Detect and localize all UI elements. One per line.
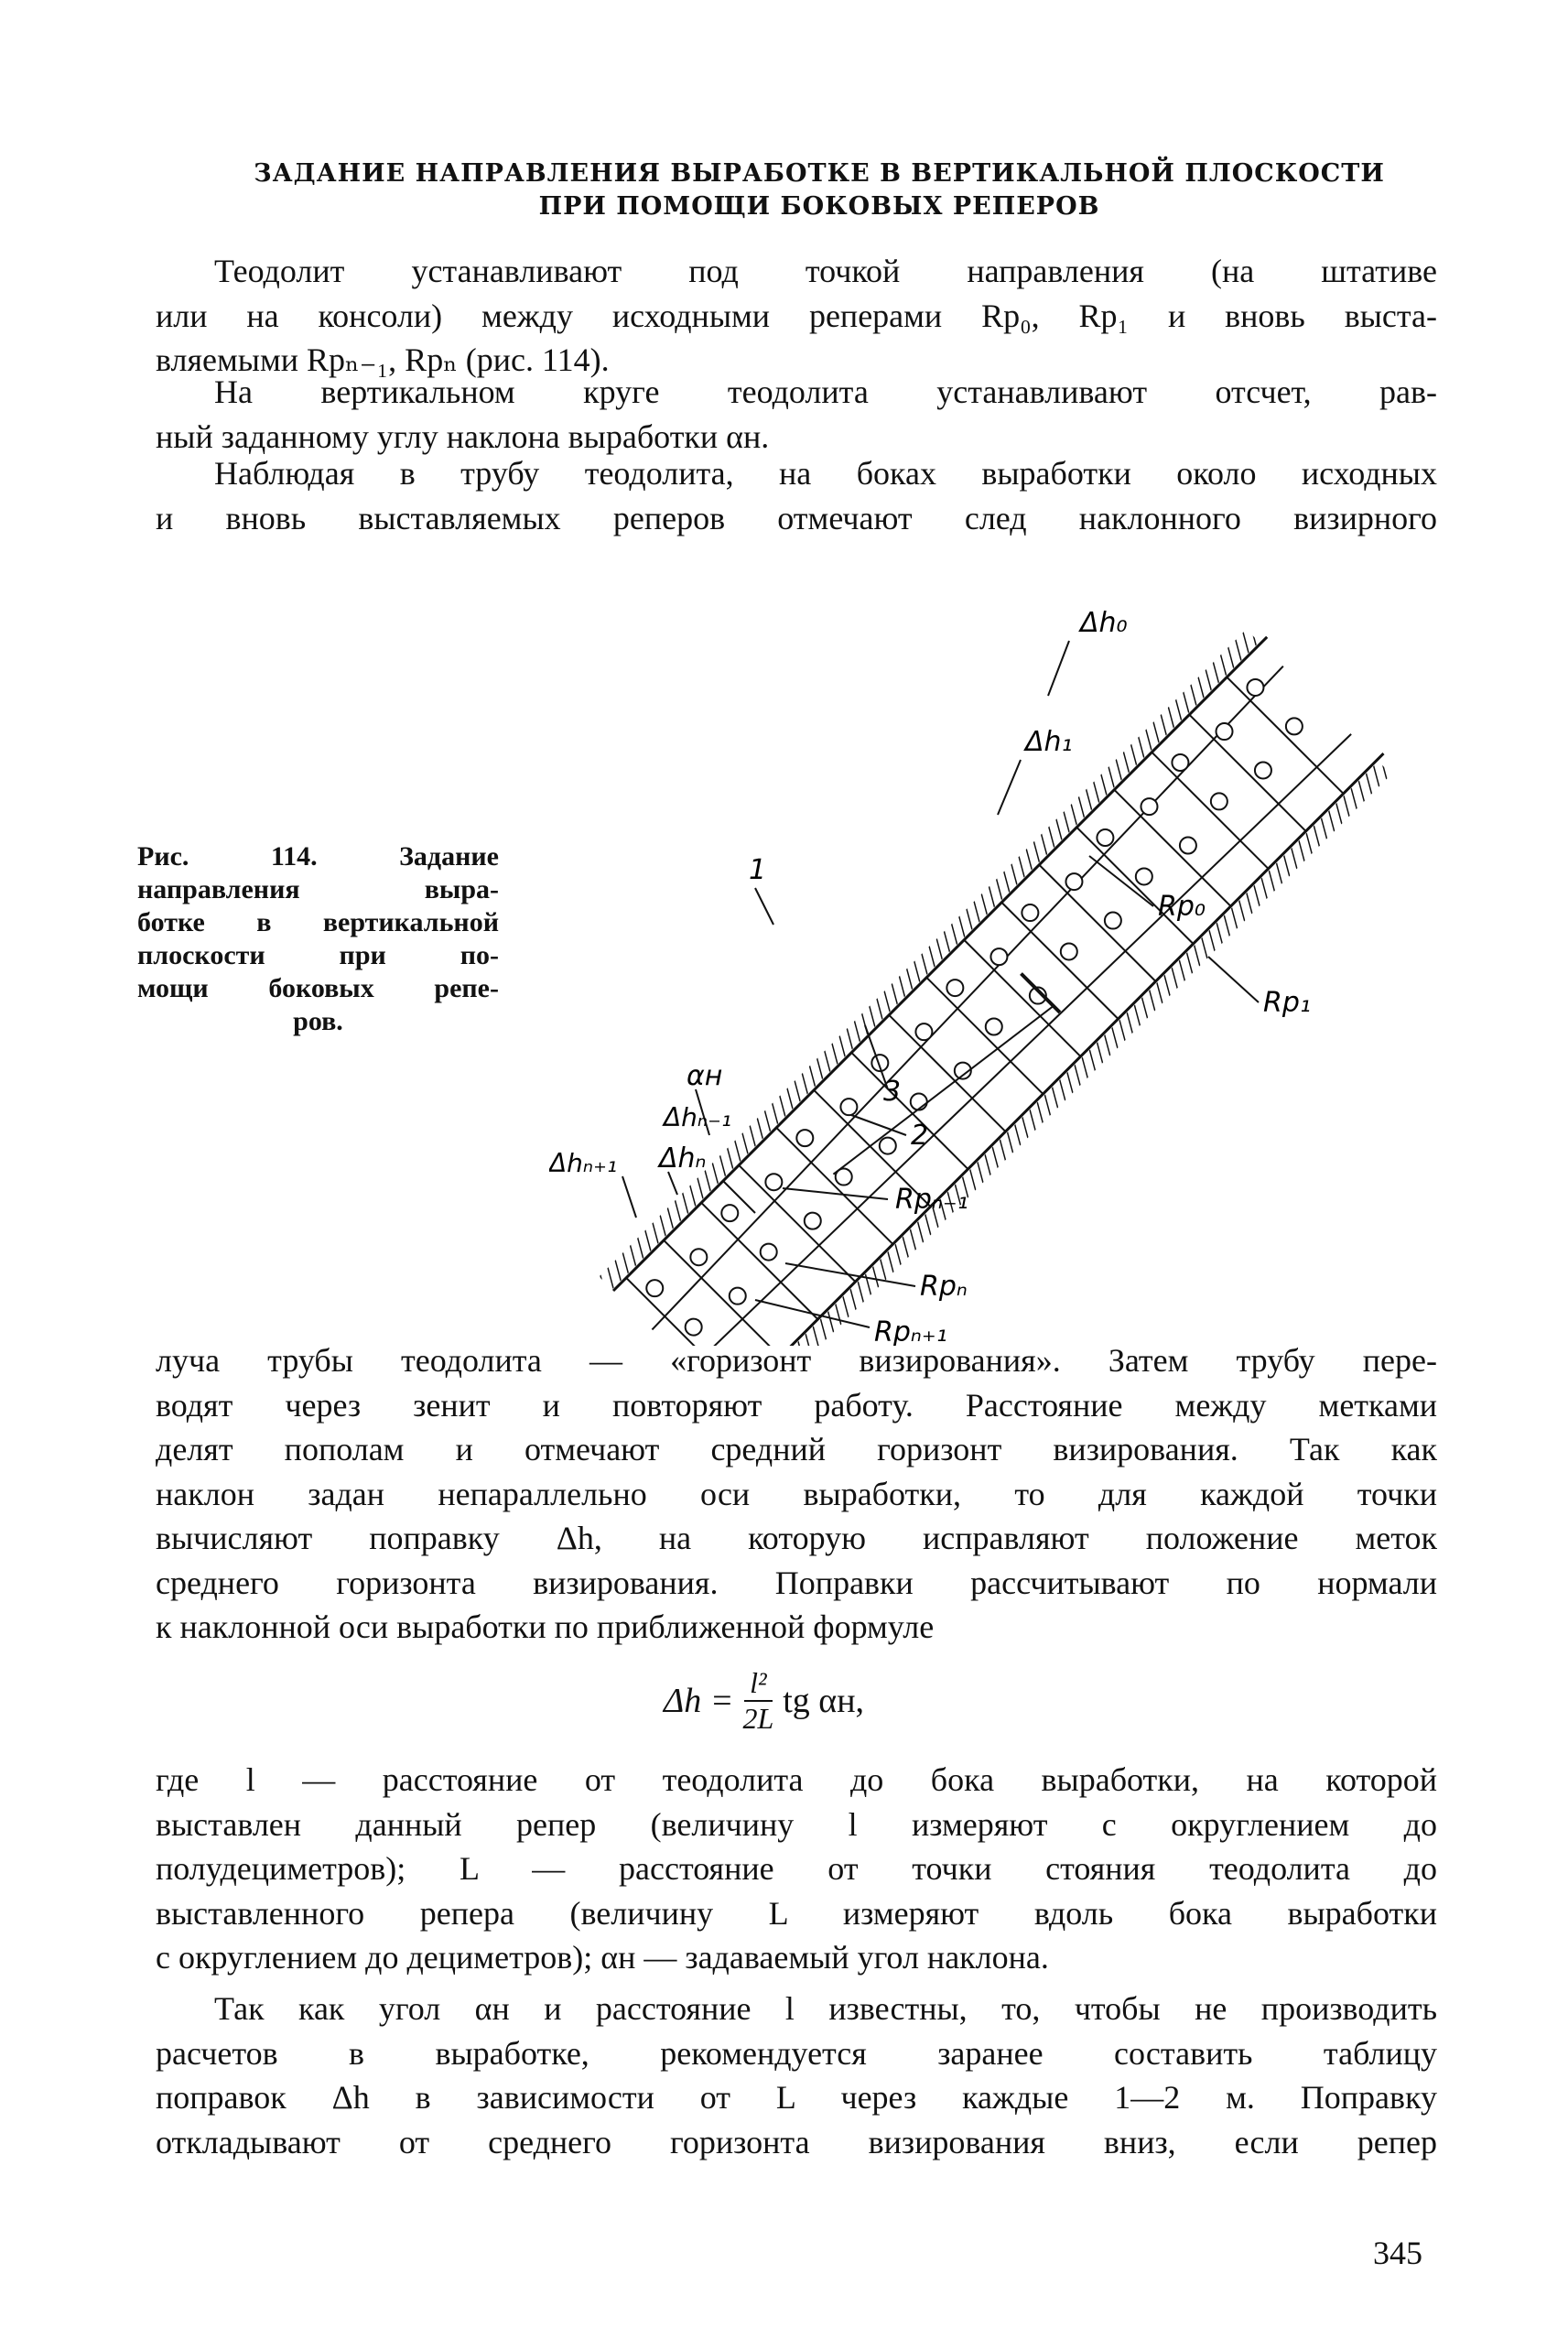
formula-numerator: l² — [744, 1666, 772, 1702]
text-line: и вновь выставляемых реперов отмечают след наклонного визирного — [156, 499, 1437, 536]
text-line: ный заданному углу наклона выработки αн. — [156, 417, 770, 455]
caption-line: ботке в вертикальной — [137, 907, 499, 937]
benchmark-circle — [1101, 909, 1124, 932]
formula-fraction — [742, 1666, 773, 1736]
text-line: среднего горизонта визирования. Поправки рассчитывают по нормали — [156, 1564, 1437, 1601]
cross-line — [1152, 753, 1268, 869]
figure-114 — [549, 540, 1446, 1346]
paragraph-1 — [156, 249, 1437, 383]
label-1: 1 — [749, 854, 767, 886]
text-line: делят пополам и отмечают средний горизонт визирования. Так как — [156, 1431, 1437, 1467]
label-dhn+1: Δhₙ₊₁ — [549, 1148, 618, 1178]
section-heading — [211, 157, 1428, 223]
benchmark-circle — [757, 1240, 780, 1263]
benchmark-circle — [1213, 720, 1236, 742]
benchmark-circle — [719, 1201, 741, 1224]
text-line: луча трубы теодолита — «горизонт визирования». Затем трубу пере- — [156, 1342, 1437, 1379]
label-dh0: Δh₀ — [1080, 607, 1128, 639]
label-rpn-1: Rpₙ₋₁ — [895, 1184, 968, 1216]
inclined-working — [599, 623, 1398, 1346]
cross-line — [1227, 677, 1343, 794]
page-number: 345 — [1373, 2235, 1422, 2271]
label-rpn: Rpₙ — [920, 1271, 968, 1303]
benchmark-circle — [1207, 790, 1230, 813]
benchmark-circle — [988, 945, 1011, 968]
paragraph-5 — [156, 1758, 1437, 1980]
text-line: На вертикальном круге теодолита устанавливают отсчет, рав- — [214, 374, 1437, 410]
benchmark-circle — [951, 1059, 974, 1082]
benchmark-circle — [1251, 759, 1274, 782]
label-alpha: αн — [687, 1060, 723, 1092]
text-line: с округлением до дециметров); αн — задаваемый угол наклона. — [156, 1939, 1049, 1976]
figure-caption — [137, 840, 499, 1038]
formula-lhs: Δh = — [664, 1682, 734, 1720]
text-line: выставленного репера (величину L измеряют вдоль бока выработки — [156, 1894, 1437, 1932]
paragraph-4 — [156, 1338, 1437, 1650]
benchmark-circle — [726, 1284, 749, 1307]
caption-line: направления выра- — [137, 874, 499, 904]
benchmark-circle — [1063, 870, 1086, 893]
formula-rhs: tg αн, — [783, 1682, 865, 1720]
text-line: откладывают от среднего горизонта визирования вниз, если репер — [156, 2123, 1437, 2160]
benchmark-circle — [801, 1209, 824, 1232]
benchmark-circle — [876, 1134, 899, 1157]
text-line: наклон задан непараллельно оси выработки, то для каждой точки — [156, 1475, 1437, 1512]
benchmark-circle — [1282, 715, 1305, 738]
paragraph-2 — [156, 370, 1437, 459]
formula-denominator: 2L — [742, 1702, 774, 1735]
cross-line — [851, 1053, 968, 1169]
benchmark-circle — [1169, 751, 1192, 774]
benchmark-circle — [762, 1170, 785, 1193]
label-2: 2 — [911, 1120, 929, 1152]
benchmark-circle — [1132, 865, 1155, 888]
benchmark-circle — [1026, 984, 1049, 1007]
label-rp1: Rp₁ — [1263, 987, 1311, 1019]
benchmark-circle — [1176, 834, 1199, 857]
benchmark-circle — [869, 1051, 892, 1074]
cross-lines — [626, 677, 1343, 1346]
text-line: вычисляют поправку Δh, на которую исправляют положение меток — [156, 1520, 1437, 1556]
paragraph-3 — [156, 451, 1437, 540]
paragraph-6 — [156, 1987, 1437, 2164]
cross-line — [1076, 828, 1193, 944]
caption-line: ров. — [293, 1006, 343, 1036]
text-line: расчетов в выработке, рекомендуется заранее составить таблицу — [156, 2034, 1437, 2072]
text-line: поправок Δh в зависимости от L через каждые 1—2 м. Поправку — [156, 2079, 1437, 2116]
label-3: 3 — [883, 1076, 902, 1108]
benchmark-circle — [794, 1126, 816, 1149]
text-line: вляемыми Rpₙ₋₁, Rpₙ (рис. 114). — [156, 341, 610, 378]
text-line: водят через зенит и повторяют работу. Расстояние между метками — [156, 1386, 1437, 1424]
theodolite-mark — [1021, 974, 1059, 1012]
text-line: к наклонной оси выработки по приближенной формуле — [156, 1608, 935, 1645]
text-line: выставлен данный репер (величину l измеряют с округлением до — [156, 1805, 1437, 1843]
caption-line: Рис. 114. Задание — [137, 841, 499, 872]
heading-line: ЗАДАНИЕ НАПРАВЛЕНИЯ ВЫРАБОТКЕ В ВЕРТИКАЛЬНОЙ ПЛОСКОСТИ — [254, 159, 1385, 188]
formula — [664, 1666, 864, 1736]
label-rp0: Rp₀ — [1158, 891, 1206, 923]
cross-line — [1001, 903, 1118, 1019]
cross-line — [776, 1128, 892, 1244]
label-dhn: Δhₙ — [659, 1142, 707, 1175]
benchmark-circle — [982, 1015, 1005, 1038]
benchmark-circle — [687, 1246, 710, 1269]
benchmark-circle — [832, 1165, 855, 1188]
caption-line: плоскости при по- — [137, 940, 499, 970]
benchmark-circle — [682, 1316, 705, 1338]
benchmark-circle — [1244, 676, 1267, 698]
sight-line-lower — [691, 721, 1351, 1346]
sight-line-upper — [636, 666, 1300, 1330]
benchmark-circle — [1057, 940, 1080, 963]
benchmark-circle — [1019, 901, 1042, 924]
caption-line: мощи боковых репе- — [137, 973, 499, 1003]
benchmark-circle — [944, 976, 967, 999]
benchmark-circle — [643, 1276, 666, 1299]
label-dhn-1: Δhₙ₋₁ — [664, 1102, 732, 1132]
text-line: Наблюдая в трубу теодолита, на боках выработки около исходных — [214, 455, 1437, 492]
text-line: или на консоли) между исходными реперами Rp₀, Rp₁ и вновь выста- — [156, 297, 1437, 334]
text-line: Так как угол αн и расстояние l известны, то, чтобы не производить — [214, 1990, 1437, 2027]
benchmark-circle — [913, 1020, 935, 1043]
label-rpn+1: Rpₙ₊₁ — [874, 1316, 947, 1346]
label-dh1: Δh₁ — [1025, 726, 1073, 758]
text-line: Теодолит устанавливают под точкой направления (на штативе — [214, 253, 1437, 289]
text-line: где l — расстояние от теодолита до бока выработки, на которой — [156, 1761, 1437, 1798]
cross-line — [926, 978, 1043, 1094]
text-line: полудециметров); L — расстояние от точки стояния теодолита до — [156, 1850, 1437, 1887]
heading-line: ПРИ ПОМОЩИ БОКОВЫХ РЕПЕРОВ — [538, 192, 1100, 221]
